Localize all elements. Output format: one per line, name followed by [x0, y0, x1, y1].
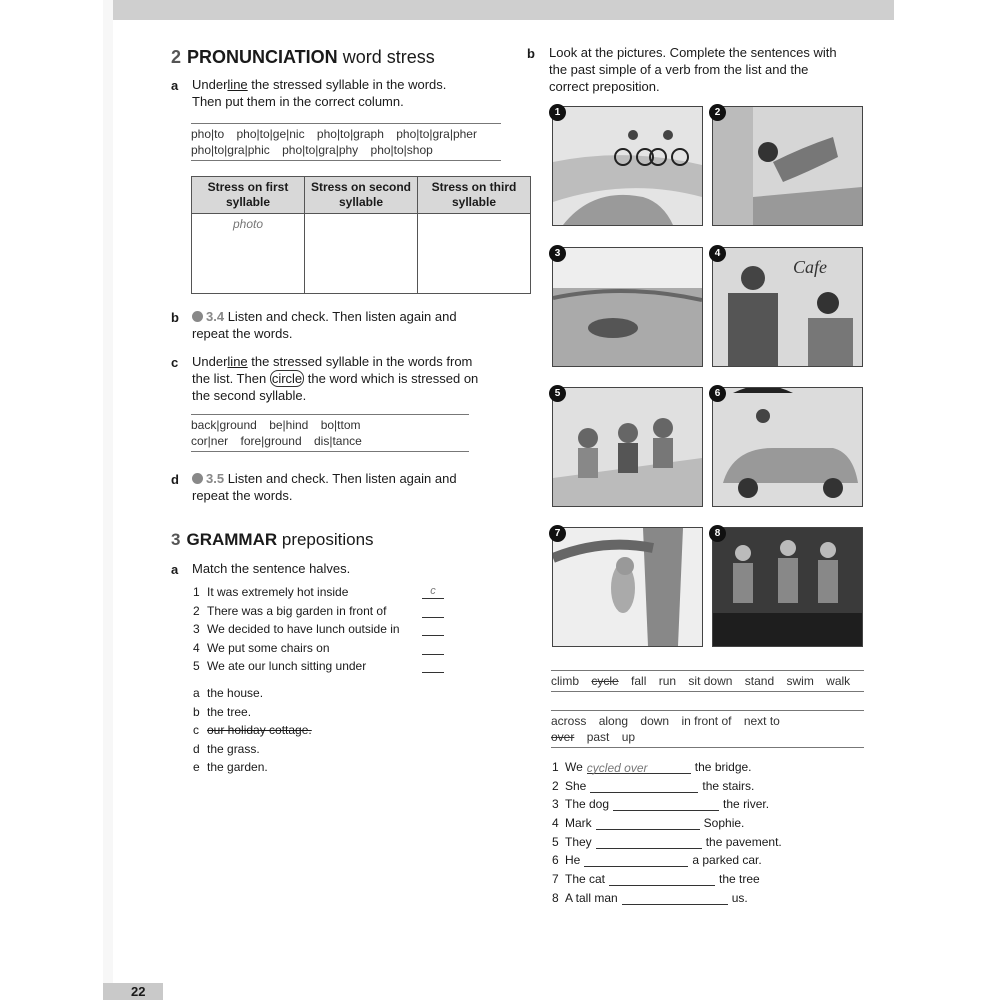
sentence-row: [552, 797, 852, 816]
preposition-list: [551, 710, 864, 748]
word: be|hind: [269, 418, 309, 432]
picture-woman-falling-stairs: [712, 106, 863, 226]
word: in front of: [681, 714, 732, 728]
word: pho|to: [191, 127, 225, 141]
answer-blank[interactable]: [422, 622, 444, 636]
track-number: 3.4: [206, 309, 225, 324]
answer-blank[interactable]: [596, 836, 702, 849]
picture-cat-climbing-tree: [552, 527, 703, 647]
sentence-start: She: [565, 778, 587, 793]
list-item: [193, 585, 453, 604]
section-subheading: prepositions: [281, 530, 374, 549]
item-number: 5: [552, 834, 559, 849]
picture-man-woman-cafe: [712, 247, 863, 367]
item-text: We put some chairs on: [207, 640, 330, 655]
answer-blank[interactable]: [422, 604, 444, 618]
word-row: [191, 142, 501, 158]
section-heading: GRAMMAR: [186, 530, 278, 549]
exercise-label: b: [171, 310, 179, 325]
word: up: [621, 730, 636, 744]
list-item: [193, 705, 393, 724]
column-header: Stress on second syllable: [305, 177, 418, 214]
text: Under: [192, 77, 228, 92]
item-number: 2: [193, 603, 200, 618]
answer-blank[interactable]: [422, 659, 444, 673]
list-item: [193, 604, 453, 623]
verb-list: [551, 670, 864, 692]
item-text: It was extremely hot inside: [207, 585, 349, 599]
item-number: 7: [552, 872, 559, 887]
list-item: [193, 659, 453, 678]
list-item-crossed-out: [193, 723, 393, 742]
top-bar: [103, 0, 894, 20]
column-header: Stress on first syllable: [192, 177, 305, 214]
exercise-label: b: [527, 46, 535, 61]
word: climb: [551, 674, 580, 688]
picture-dog-swimming-river: [552, 247, 703, 367]
item-number: 8: [552, 890, 559, 905]
answer-blank[interactable]: [609, 873, 715, 886]
track-number: 3.5: [206, 471, 225, 486]
sentence-end: the river.: [723, 797, 770, 812]
exercise-2c-instruction: [192, 353, 502, 404]
exercise-label: a: [171, 78, 179, 93]
table-cell-example[interactable]: photo: [192, 214, 305, 294]
word: pho|to|gra|phic: [191, 143, 270, 157]
page-number: 22: [103, 983, 163, 1000]
word-crossed-out: over: [551, 730, 575, 744]
item-letter: c: [193, 723, 199, 737]
section-heading: PRONUNCIATION: [187, 47, 338, 67]
sentence-row: [552, 853, 852, 872]
sentence-list: [552, 760, 852, 910]
sentence-end: the pavement.: [705, 834, 782, 849]
text: Look at the pictures. Complete the sentences with: [549, 45, 837, 60]
word: dis|tance: [314, 434, 362, 448]
item-text: our holiday cottage.: [207, 723, 312, 737]
text: repeat the words.: [192, 488, 293, 503]
word: down: [640, 714, 670, 728]
word: fore|ground: [240, 434, 302, 448]
sentence-start: He: [565, 853, 581, 868]
word: past: [586, 730, 610, 744]
word: back|ground: [191, 418, 257, 432]
picture-number-badge: 5: [549, 385, 566, 402]
text: Listen and check. Then listen again and: [224, 471, 457, 486]
text: Listen and check. Then listen again and: [224, 309, 457, 324]
exercise-label: d: [171, 472, 179, 487]
text: the past simple of a verb from the list and the: [549, 62, 809, 77]
answer-blank[interactable]: c: [422, 585, 444, 599]
item-text: the house.: [207, 686, 264, 700]
picture-number-badge: 1: [549, 104, 566, 121]
underlined-word: line: [227, 77, 248, 92]
text: the word which is stressed on: [304, 371, 479, 386]
word: run: [658, 674, 677, 688]
table-cell[interactable]: [305, 214, 418, 294]
section-number: 2: [171, 47, 182, 67]
cafe-sign-text: Cafe: [793, 257, 827, 277]
sentence-row: [552, 835, 852, 854]
audio-icon[interactable]: [192, 311, 203, 322]
sentence-row: [552, 816, 852, 835]
stress-table: [191, 176, 531, 294]
item-text: the grass.: [207, 741, 260, 756]
item-letter: a: [193, 686, 200, 700]
word: stand: [744, 674, 775, 688]
answer-blank[interactable]: [596, 817, 700, 830]
picture-band-on-stage: [712, 527, 863, 647]
word: cor|ner: [191, 434, 229, 448]
sentence-row: [552, 760, 852, 779]
word-box-2c: [191, 414, 469, 452]
word: along: [598, 714, 629, 728]
text: the stressed syllable in the words from: [247, 354, 473, 369]
word-row: [191, 417, 469, 433]
sentence-row: [552, 779, 852, 798]
exercise-3b-instruction: [549, 44, 869, 95]
answer-blank[interactable]: [590, 780, 698, 793]
audio-icon[interactable]: [192, 473, 203, 484]
word-row: [551, 729, 864, 745]
picture-number-badge: 6: [709, 385, 726, 402]
item-number: 6: [552, 853, 559, 868]
answer-blank[interactable]: [622, 892, 728, 905]
sentence-end: a parked car.: [692, 853, 762, 868]
word: next to: [743, 714, 780, 728]
picture-number-badge: 3: [549, 245, 566, 262]
page-margin: [103, 0, 113, 1000]
exercise-2d-instruction: [192, 470, 492, 504]
answer-blank[interactable]: cycled over: [587, 761, 691, 774]
exercise-label: c: [171, 355, 179, 370]
text: correct preposition.: [549, 79, 660, 94]
list-item: [193, 760, 393, 779]
picture-people-running-pavement: [552, 387, 703, 507]
underlined-word: line: [227, 354, 248, 369]
item-text: We ate our lunch sitting under: [207, 659, 367, 673]
word-crossed-out: cycle: [591, 674, 619, 688]
picture-man-umbrella-car: [712, 387, 863, 507]
sentence-end: the stairs.: [702, 778, 755, 793]
section-2-title: [171, 47, 435, 68]
sentence-end: the bridge.: [694, 760, 752, 774]
sentence-start: Mark: [565, 816, 592, 831]
text: the list. Then: [192, 371, 270, 386]
word: swim: [786, 674, 814, 688]
sentence-row: [552, 872, 852, 891]
item-number: 4: [193, 640, 200, 655]
picture-number-badge: 4: [709, 245, 726, 262]
text: the second syllable.: [192, 388, 307, 403]
word: pho|to|gra|phy: [282, 143, 359, 157]
word: sit down: [688, 674, 733, 688]
item-letter: b: [193, 704, 200, 719]
text: repeat the words.: [192, 326, 293, 341]
answer-blank[interactable]: [613, 798, 719, 811]
section-3-title: [171, 530, 374, 550]
picture-number-badge: 8: [709, 525, 726, 542]
word: fall: [631, 674, 647, 688]
picture-number-badge: 2: [709, 104, 726, 121]
item-number: 1: [193, 585, 200, 599]
column-header: Stress on third syllable: [418, 177, 531, 214]
answer-blank[interactable]: [584, 854, 688, 867]
sentence-start: They: [565, 834, 592, 849]
item-text: the garden.: [207, 760, 268, 774]
sentence-start: A tall man: [565, 890, 618, 905]
word: walk: [826, 674, 851, 688]
text: Under: [192, 354, 228, 369]
item-text: There was a big garden in front of: [207, 603, 387, 618]
section-number: 3: [171, 530, 181, 549]
item-text: We decided to have lunch outside in: [207, 622, 400, 636]
section-subheading: word stress: [342, 47, 435, 67]
sentence-end: Sophie.: [703, 816, 745, 831]
list-item: [193, 686, 393, 705]
word: pho|to|shop: [370, 143, 433, 157]
list-item: [193, 622, 453, 641]
picture-cyclists-bridge: [552, 106, 703, 226]
sentence-end: us.: [731, 890, 748, 905]
word-row: [191, 433, 469, 449]
exercise-2a-instruction: [192, 76, 482, 110]
text: the stressed syllable in the words.: [247, 77, 447, 92]
list-item: [193, 742, 393, 761]
exercise-label: a: [171, 562, 179, 577]
item-number: 3: [193, 622, 200, 636]
sentence-start: The dog: [565, 797, 610, 812]
answer-blank[interactable]: [422, 641, 444, 655]
item-number: 3: [552, 797, 559, 812]
circled-word: circle: [271, 371, 303, 386]
sentence-endings: [193, 686, 393, 779]
item-number: 2: [552, 778, 559, 793]
sentence-halves: [193, 585, 453, 678]
sentence-start: We: [565, 760, 583, 774]
sentence-end: the tree: [719, 872, 760, 887]
text: Then put them in the correct column.: [192, 94, 404, 109]
exercise-3a-instruction: Match the sentence halves.: [192, 561, 351, 576]
exercise-2b-instruction: [192, 308, 492, 342]
item-letter: e: [193, 760, 200, 774]
item-letter: d: [193, 741, 200, 756]
table-cell[interactable]: [418, 214, 531, 294]
word-row: [191, 126, 501, 142]
item-number: 4: [552, 816, 559, 831]
sentence-start: The cat: [565, 872, 606, 887]
word: across: [551, 714, 587, 728]
picture-number-badge: 7: [549, 525, 566, 542]
list-item: [193, 641, 453, 660]
sentence-row: [552, 891, 852, 910]
word: pho|to|ge|nic: [236, 127, 305, 141]
word: pho|to|graph: [316, 127, 384, 141]
item-number: 1: [552, 760, 559, 774]
word: pho|to|gra|pher: [396, 127, 477, 141]
item-text: the tree.: [207, 704, 252, 719]
word-box-2a: [191, 123, 501, 161]
item-number: 5: [193, 659, 200, 673]
word-row: [551, 713, 864, 729]
word: bo|ttom: [320, 418, 361, 432]
